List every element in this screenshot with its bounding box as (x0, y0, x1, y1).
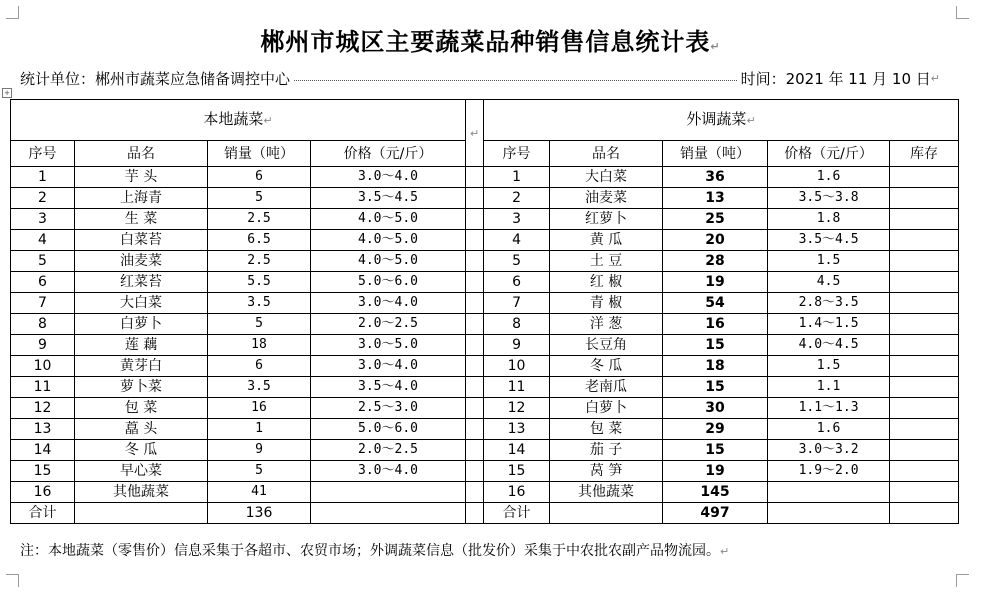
document-title: 郴州市城区主要蔬菜品种销售信息统计表↵ (260, 28, 721, 56)
separator-cell (466, 377, 484, 398)
separator-cell (466, 356, 484, 377)
local-row-qty: 6 (208, 356, 311, 377)
remote-row-no: 12 (484, 398, 550, 419)
local-row-no: 7 (11, 293, 75, 314)
remote-row-qty: 28 (663, 251, 768, 272)
local-row-qty: 5 (208, 461, 311, 482)
remote-total-empty (550, 503, 663, 524)
table-row (11, 314, 959, 335)
local-row-price: 2.0～2.5 (311, 314, 466, 335)
remote-row-qty: 25 (663, 209, 768, 230)
col-header: 库存 (890, 141, 959, 167)
remote-row-qty: 19 (663, 272, 768, 293)
remote-total-label: 合计 (484, 503, 550, 524)
remote-row-qty: 15 (663, 377, 768, 398)
local-row-name: 萝卜菜 (75, 377, 208, 398)
unit-label: 统计单位：郴州市蔬菜应急储备调控中心 (20, 69, 291, 88)
remote-row-stock (890, 398, 959, 419)
table-row (11, 293, 959, 314)
separator-cell (466, 209, 484, 230)
separator-column: ↵ (466, 100, 484, 167)
column-header-row (11, 141, 959, 167)
local-row-qty: 6 (208, 167, 311, 188)
remote-row-no: 9 (484, 335, 550, 356)
table-row (11, 335, 959, 356)
remote-row-qty: 15 (663, 335, 768, 356)
col-header: 价格（元/斤） (768, 141, 890, 167)
remote-row-no: 5 (484, 251, 550, 272)
local-row-name: 其他蔬菜 (75, 482, 208, 503)
separator-cell (466, 272, 484, 293)
remote-row-stock (890, 230, 959, 251)
table-row (11, 209, 959, 230)
remote-row-name: 黄 瓜 (550, 230, 663, 251)
remote-row-name: 红 椒 (550, 272, 663, 293)
remote-row-no: 6 (484, 272, 550, 293)
remote-row-qty: 13 (663, 188, 768, 209)
local-row-no: 8 (11, 314, 75, 335)
local-row-name: 冬 瓜 (75, 440, 208, 461)
local-row-name: 包 菜 (75, 398, 208, 419)
remote-row-qty: 36 (663, 167, 768, 188)
local-row-qty: 5 (208, 188, 311, 209)
separator-cell (466, 314, 484, 335)
remote-row-name: 红萝卜 (550, 209, 663, 230)
remote-row-stock (890, 440, 959, 461)
table-row (11, 377, 959, 398)
local-row-no: 4 (11, 230, 75, 251)
separator-cell (466, 398, 484, 419)
remote-row-no: 4 (484, 230, 550, 251)
col-header: 销量（吨） (663, 141, 768, 167)
table-row (11, 188, 959, 209)
remote-row-no: 7 (484, 293, 550, 314)
dotted-leader (294, 72, 737, 81)
remote-row-name: 白萝卜 (550, 398, 663, 419)
table-row (11, 440, 959, 461)
local-row-no: 3 (11, 209, 75, 230)
table-row (11, 251, 959, 272)
remote-row-name: 茄 子 (550, 440, 663, 461)
remote-row-qty: 145 (663, 482, 768, 503)
remote-row-name: 其他蔬菜 (550, 482, 663, 503)
remote-row-name: 冬 瓜 (550, 356, 663, 377)
remote-row-qty: 19 (663, 461, 768, 482)
local-row-qty: 16 (208, 398, 311, 419)
local-total-label: 合计 (11, 503, 75, 524)
local-row-name: 上海青 (75, 188, 208, 209)
local-row-price: 4.0～5.0 (311, 251, 466, 272)
local-row-no: 12 (11, 398, 75, 419)
table-row (11, 230, 959, 251)
remote-row-name: 包 菜 (550, 419, 663, 440)
local-row-name: 白萝卜 (75, 314, 208, 335)
local-row-price (311, 482, 466, 503)
local-row-qty: 6.5 (208, 230, 311, 251)
separator-cell (466, 419, 484, 440)
col-header: 品名 (75, 141, 208, 167)
local-row-price: 3.5～4.5 (311, 188, 466, 209)
remote-row-stock (890, 461, 959, 482)
local-row-name: 黄芽白 (75, 356, 208, 377)
remote-row-price: 1.6 (768, 419, 890, 440)
table-row (11, 167, 959, 188)
remote-row-no: 1 (484, 167, 550, 188)
col-header: 销量（吨） (208, 141, 311, 167)
remote-row-price: 1.4～1.5 (768, 314, 890, 335)
total-row (11, 503, 959, 524)
col-header: 序号 (11, 141, 75, 167)
table-row (11, 419, 959, 440)
col-header: 品名 (550, 141, 663, 167)
local-total-empty (75, 503, 208, 524)
separator-cell (466, 440, 484, 461)
local-row-qty: 5.5 (208, 272, 311, 293)
remote-total-stock (890, 503, 959, 524)
local-row-no: 13 (11, 419, 75, 440)
table-row (11, 272, 959, 293)
remote-row-no: 3 (484, 209, 550, 230)
remote-row-name: 青 椒 (550, 293, 663, 314)
separator-cell (466, 188, 484, 209)
remote-row-name: 大白菜 (550, 167, 663, 188)
local-row-qty: 3.5 (208, 377, 311, 398)
local-row-no: 10 (11, 356, 75, 377)
local-row-price: 2.5～3.0 (311, 398, 466, 419)
remote-row-qty: 16 (663, 314, 768, 335)
remote-row-stock (890, 293, 959, 314)
local-row-no: 5 (11, 251, 75, 272)
remote-row-stock (890, 419, 959, 440)
local-row-no: 1 (11, 167, 75, 188)
local-row-price: 5.0～6.0 (311, 419, 466, 440)
remote-row-price: 1.5 (768, 356, 890, 377)
local-row-price: 3.5～4.0 (311, 377, 466, 398)
remote-row-price: 3.5～3.8 (768, 188, 890, 209)
local-row-no: 15 (11, 461, 75, 482)
table-row (11, 461, 959, 482)
local-row-no: 14 (11, 440, 75, 461)
remote-row-name: 莴 笋 (550, 461, 663, 482)
local-row-name: 油麦菜 (75, 251, 208, 272)
local-row-price: 4.0～5.0 (311, 209, 466, 230)
separator-cell (466, 230, 484, 251)
local-row-no: 11 (11, 377, 75, 398)
separator-cell (466, 335, 484, 356)
group-header-row (11, 100, 959, 141)
local-row-qty: 2.5 (208, 251, 311, 272)
local-row-qty: 2.5 (208, 209, 311, 230)
remote-group-header: 外调蔬菜↵ (484, 100, 959, 141)
separator-cell (466, 167, 484, 188)
remote-row-name: 土 豆 (550, 251, 663, 272)
table-row (11, 398, 959, 419)
footnote: 注：本地蔬菜（零售价）信息采集于各超市、农贸市场；外调蔬菜信息（批发价）采集于中农批农副产品物流园。↵ (20, 543, 730, 559)
remote-row-qty: 30 (663, 398, 768, 419)
table-row (11, 356, 959, 377)
local-row-qty: 18 (208, 335, 311, 356)
local-row-name: 早心菜 (75, 461, 208, 482)
local-row-price: 2.0～2.5 (311, 440, 466, 461)
remote-row-name: 长豆角 (550, 335, 663, 356)
local-row-price: 3.0～4.0 (311, 293, 466, 314)
local-row-qty: 41 (208, 482, 311, 503)
local-row-qty: 1 (208, 419, 311, 440)
remote-row-stock (890, 314, 959, 335)
remote-row-price: 1.1～1.3 (768, 398, 890, 419)
page-corner-mark (956, 574, 969, 587)
remote-row-name: 洋 葱 (550, 314, 663, 335)
remote-row-stock (890, 167, 959, 188)
separator-cell (466, 293, 484, 314)
remote-row-stock (890, 482, 959, 503)
local-row-price: 3.0～4.0 (311, 356, 466, 377)
separator-cell (466, 503, 484, 524)
local-row-price: 5.0～6.0 (311, 272, 466, 293)
local-row-no: 9 (11, 335, 75, 356)
remote-row-no: 14 (484, 440, 550, 461)
separator-cell (466, 482, 484, 503)
remote-row-price: 1.9～2.0 (768, 461, 890, 482)
page-corner-mark (6, 6, 19, 19)
remote-row-stock (890, 356, 959, 377)
remote-row-price: 1.5 (768, 251, 890, 272)
remote-row-name: 油麦菜 (550, 188, 663, 209)
local-row-price: 3.0～5.0 (311, 335, 466, 356)
remote-row-no: 11 (484, 377, 550, 398)
remote-row-price: 4.5 (768, 272, 890, 293)
remote-row-stock (890, 377, 959, 398)
remote-row-no: 8 (484, 314, 550, 335)
local-row-price: 3.0～4.0 (311, 167, 466, 188)
remote-row-price: 1.6 (768, 167, 890, 188)
local-row-qty: 5 (208, 314, 311, 335)
local-row-name: 大白菜 (75, 293, 208, 314)
time-label: 时间：2021 年 11 月 10 日 (740, 69, 931, 88)
local-row-name: 藠 头 (75, 419, 208, 440)
remote-row-no: 15 (484, 461, 550, 482)
local-row-price: 4.0～5.0 (311, 230, 466, 251)
remote-row-no: 13 (484, 419, 550, 440)
table-move-handle-icon[interactable]: + (2, 88, 12, 98)
remote-row-name: 老南瓜 (550, 377, 663, 398)
remote-row-price: 3.0～3.2 (768, 440, 890, 461)
remote-row-price: 3.5～4.5 (768, 230, 890, 251)
remote-row-stock (890, 188, 959, 209)
local-row-no: 2 (11, 188, 75, 209)
col-header: 价格（元/斤） (311, 141, 466, 167)
local-row-name: 芋 头 (75, 167, 208, 188)
local-row-no: 16 (11, 482, 75, 503)
remote-row-no: 10 (484, 356, 550, 377)
separator-cell (466, 251, 484, 272)
remote-row-stock (890, 335, 959, 356)
remote-row-qty: 15 (663, 440, 768, 461)
local-row-price: 3.0～4.0 (311, 461, 466, 482)
remote-total-price (768, 503, 890, 524)
remote-row-qty: 29 (663, 419, 768, 440)
remote-row-stock (890, 251, 959, 272)
separator-cell (466, 461, 484, 482)
remote-row-stock (890, 272, 959, 293)
local-row-qty: 9 (208, 440, 311, 461)
remote-row-qty: 20 (663, 230, 768, 251)
local-row-name: 生 菜 (75, 209, 208, 230)
remote-row-price: 4.0～4.5 (768, 335, 890, 356)
vegetable-sales-table (10, 99, 959, 524)
table-row (11, 482, 959, 503)
local-row-name: 红菜苔 (75, 272, 208, 293)
local-total-price (311, 503, 466, 524)
remote-row-price: 1.1 (768, 377, 890, 398)
remote-row-qty: 18 (663, 356, 768, 377)
local-group-header: 本地蔬菜↵ (11, 100, 466, 141)
remote-row-price: 1.8 (768, 209, 890, 230)
page-corner-mark (6, 574, 19, 587)
local-row-name: 白菜苔 (75, 230, 208, 251)
remote-row-price: 2.8～3.5 (768, 293, 890, 314)
remote-total-qty: 497 (663, 503, 768, 524)
remote-row-qty: 54 (663, 293, 768, 314)
col-header: 序号 (484, 141, 550, 167)
remote-row-stock (890, 209, 959, 230)
page-corner-mark (956, 6, 969, 19)
local-row-qty: 3.5 (208, 293, 311, 314)
local-row-name: 莲 藕 (75, 335, 208, 356)
remote-row-no: 2 (484, 188, 550, 209)
remote-row-no: 16 (484, 482, 550, 503)
local-row-no: 6 (11, 272, 75, 293)
unit-line: 统计单位：郴州市蔬菜应急储备调控中心 时间：2021 年 11 月 10 日 ↵ (20, 69, 940, 88)
local-total-qty: 136 (208, 503, 311, 524)
remote-row-price (768, 482, 890, 503)
